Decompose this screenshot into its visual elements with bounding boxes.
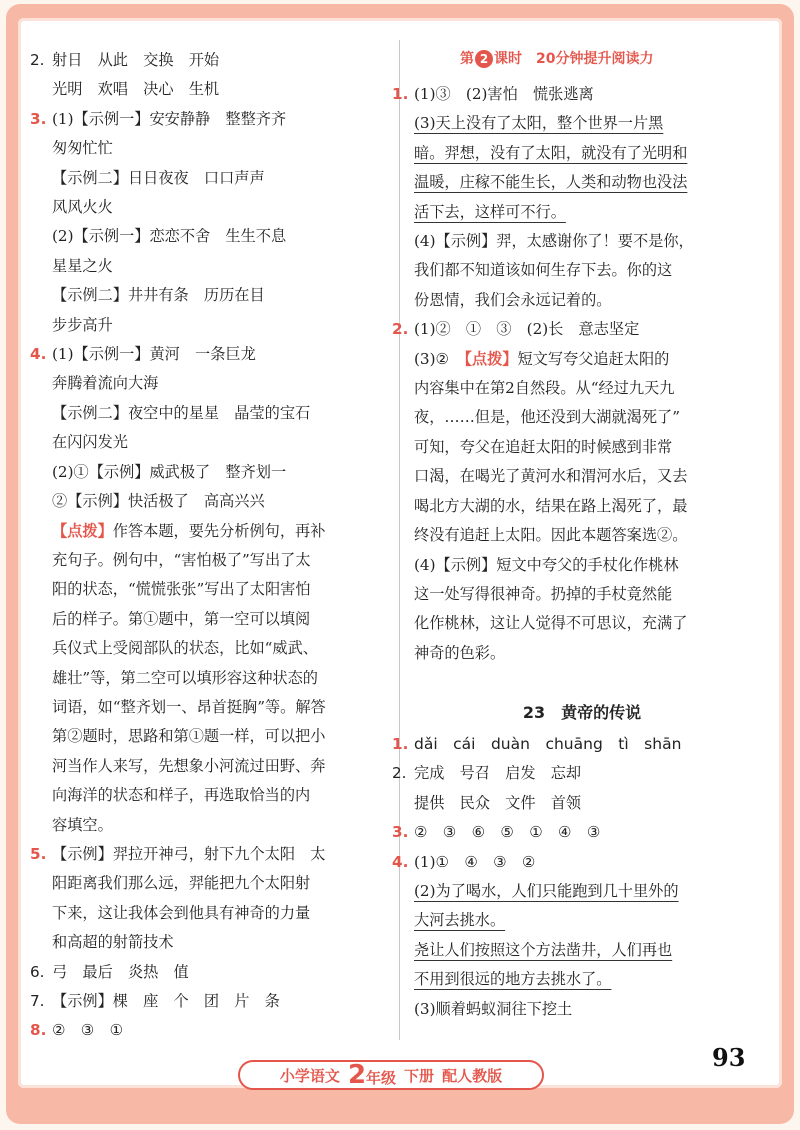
answer-text: 容填空。 xyxy=(52,815,113,834)
answer-text: 神奇的色彩。 xyxy=(414,643,506,662)
answer-line xyxy=(414,965,750,994)
answer-line xyxy=(52,781,390,810)
answer-text: (1)【示例一】黄河 一条巨龙 xyxy=(52,345,256,364)
answer-text: 向海洋的状态和样子，再选取恰当的内 xyxy=(52,786,311,805)
answer-text: 这一处写得很神奇。扔掉的手杖竟然能 xyxy=(414,584,673,603)
answer-text: 第②题时，思路和第①题一样，可以把小 xyxy=(52,727,326,746)
answer-line xyxy=(30,105,390,134)
answer-text: 弓 最后 炎热 值 xyxy=(52,962,189,981)
question-number: 1. xyxy=(392,735,409,753)
answer-line xyxy=(414,936,750,965)
chapter-number: 23 xyxy=(522,703,546,722)
answer-line xyxy=(52,546,390,575)
answer-text: 【示例二】夜空中的星星 晶莹的宝石 xyxy=(52,403,311,422)
answer-text: 口渴，在喝光了黄河水和渭河水后，又去 xyxy=(414,467,688,486)
answer-line xyxy=(414,462,750,491)
answer-text: 风风火火 xyxy=(52,198,113,217)
answer-text: 下来，这让我体会到他具有神奇的力量 xyxy=(52,903,311,922)
answer-text: 阳的状态，“慌慌张张”写出了太阳害怕 xyxy=(52,580,311,599)
answer-line xyxy=(414,345,750,374)
answer-line xyxy=(414,374,750,403)
answer-line xyxy=(414,551,750,580)
answer-line xyxy=(52,399,390,428)
answer-line xyxy=(52,575,390,604)
answer-line xyxy=(414,906,750,935)
answer-line xyxy=(414,521,750,550)
answer-text: 化作桃林，这让人觉得不可思议，充满了 xyxy=(414,614,688,633)
lesson-header xyxy=(460,48,653,68)
answer-text: (1)【示例一】安安静静 整整齐齐 xyxy=(52,109,287,128)
answer-line xyxy=(52,928,390,957)
hint-label: 【点拨】 xyxy=(464,349,518,368)
answer-line xyxy=(52,458,390,487)
question-number: 2. xyxy=(392,320,409,339)
answer-text: 河当作人来写，先想象小河流过田野、奔 xyxy=(52,756,326,775)
footer-grade-suffix: 年级 xyxy=(366,1069,397,1087)
footer-subject: 小学语文 xyxy=(279,1066,340,1085)
answer-line xyxy=(52,75,390,104)
answer-text: 后的样子。第①题中，第一空可以填阅 xyxy=(52,609,311,628)
answer-text: 【示例二】日日夜夜 口口声声 xyxy=(52,168,265,187)
underlined-answer-text: (3)天上没有了太阳，整个世界一片黑 xyxy=(414,114,664,133)
answer-line xyxy=(414,227,750,256)
answer-text: 作答本题，要先分析例句，再补 xyxy=(112,521,326,540)
answer-text: 雄壮”等，第二空可以填形容这种状态的 xyxy=(52,668,318,687)
answer-text: 匆匆忙忙 xyxy=(52,139,113,158)
answer-line xyxy=(414,256,750,285)
page-number: 93 xyxy=(712,1043,746,1072)
answer-line xyxy=(52,134,390,163)
answer-line xyxy=(52,222,390,251)
question-number: 3. xyxy=(30,109,47,128)
answer-line xyxy=(52,369,390,398)
answer-line xyxy=(414,995,750,1024)
answer-line xyxy=(52,281,390,310)
right-column xyxy=(392,80,750,668)
question-number: 4. xyxy=(392,852,409,871)
question-number: 8. xyxy=(30,1021,47,1040)
underlined-answer-text: 温暖，庄稼不能生长，人类和动物也没法 xyxy=(414,173,688,192)
answer-line xyxy=(30,340,390,369)
answer-text: (4)【示例】羿，太感谢你了！要不是你， xyxy=(414,232,694,251)
answer-line xyxy=(414,492,750,521)
underlined-answer-text: 活下去，这样可不行。 xyxy=(414,202,566,221)
question-number: 6. xyxy=(30,962,45,981)
answer-text: (3)顺着蚂蚁洞往下挖土 xyxy=(414,999,573,1018)
answer-text: ②【示例】快活极了 高高兴兴 xyxy=(52,492,265,511)
answer-line xyxy=(414,139,750,168)
answer-line xyxy=(30,1016,390,1045)
answer-text: 和高超的射箭技术 xyxy=(52,933,174,952)
answer-text: (2)①【示例】威武极了 整齐划一 xyxy=(52,462,287,481)
footer-badge xyxy=(238,1060,544,1090)
question-number: 1. xyxy=(392,85,409,103)
right-column-chapter-23 xyxy=(392,730,750,1024)
answer-text: 在闪闪发光 xyxy=(52,433,128,452)
answer-text: (1)③ (2)害怕 慌张逃离 xyxy=(414,85,594,103)
answer-line xyxy=(414,877,750,906)
answer-line xyxy=(52,869,390,898)
answer-text: 奔腾着流向大海 xyxy=(52,374,159,393)
answer-line xyxy=(30,840,390,869)
answer-line xyxy=(414,639,750,668)
answer-line xyxy=(52,899,390,928)
underlined-answer-text: 尧让人们按照这个方法凿井，人们再也 xyxy=(414,940,673,959)
question-number: 3. xyxy=(392,823,409,842)
answer-text: 词语，如“整齐划一、昂首挺胸”等。解答 xyxy=(52,697,326,716)
answer-text: 终没有追赶上太阳。因此本题答案选②。 xyxy=(414,526,688,545)
answer-line xyxy=(414,580,750,609)
chapter-title xyxy=(414,700,750,723)
answer-line xyxy=(52,752,390,781)
answer-line xyxy=(52,487,390,516)
pinyin-answer: dǎi cái duàn chuāng tì shān xyxy=(414,735,682,753)
answer-line xyxy=(30,987,390,1016)
lesson-header-prefix: 第 xyxy=(460,51,474,67)
underlined-answer-text: (2)为了喝水，人们只能跑到几十里外的 xyxy=(414,882,679,901)
lesson-number-badge: 2 xyxy=(475,50,493,68)
answer-line xyxy=(52,311,390,340)
answer-text: 夜，……但是，他还没到大湖就渴死了” xyxy=(414,408,680,427)
question-number: 4. xyxy=(30,345,47,364)
column-divider xyxy=(399,40,400,1040)
answer-line xyxy=(52,722,390,751)
answer-text: 步步高升 xyxy=(52,315,113,334)
answer-text: ② ③ ① xyxy=(52,1021,124,1040)
answer-line xyxy=(414,789,750,818)
answer-line xyxy=(414,609,750,638)
answer-line xyxy=(414,198,750,227)
chapter-name: 黄帝的传说 xyxy=(561,703,642,722)
answer-text: 短文写夸父追赶太阳的 xyxy=(517,349,670,368)
answer-line xyxy=(392,730,750,759)
answer-text: 可知，夸父在追赶太阳的时候感到非常 xyxy=(414,437,673,456)
answer-text: 光明 欢唱 决心 生机 xyxy=(52,80,220,99)
question-number: 5. xyxy=(30,844,47,863)
footer-volume: 下册 xyxy=(404,1066,435,1085)
answer-line xyxy=(52,164,390,193)
answer-text: 内容集中在第2自然段。从“经过九天九 xyxy=(414,379,675,398)
lesson-header-suffix: 课时 20分钟提升阅读力 xyxy=(494,51,654,67)
answer-text: 阳距离我们那么远，羿能把九个太阳射 xyxy=(52,874,311,893)
answer-text: 【示例】羿拉开神弓，射下九个太阳 太 xyxy=(52,844,326,863)
answer-line xyxy=(52,252,390,281)
answer-line xyxy=(414,109,750,138)
answer-line xyxy=(52,605,390,634)
answer-line xyxy=(52,693,390,722)
answer-line xyxy=(392,80,750,109)
answer-text: 我们都不知道该如何生存下去。你的这 xyxy=(414,261,673,280)
answer-text: 【示例】棵 座 个 团 片 条 xyxy=(52,992,280,1010)
left-column xyxy=(30,46,390,1046)
answer-text: 份恩情，我们会永远记着的。 xyxy=(414,290,612,309)
hint-label: 【点拨】 xyxy=(52,521,113,540)
answer-line xyxy=(392,315,750,344)
answer-text: 【示例二】井井有条 历历在目 xyxy=(52,286,265,305)
answer-line xyxy=(414,433,750,462)
answer-text: (3)② xyxy=(414,349,465,368)
answer-text: 充句子。例句中，“害怕极了”写出了太 xyxy=(52,550,311,569)
question-number: 2. xyxy=(392,764,407,783)
underlined-answer-text: 暗。羿想，没有了太阳，就没有了光明和 xyxy=(414,143,688,162)
answer-line xyxy=(52,634,390,663)
answer-text: 提供 民众 文件 首领 xyxy=(414,793,582,812)
answer-line xyxy=(30,958,390,987)
underlined-answer-text: 大河去挑水。 xyxy=(414,911,506,930)
answer-text: (2)【示例一】恋恋不舍 生生不息 xyxy=(52,227,287,246)
answer-text: 兵仪式上受阅部队的状态，比如“威武、 xyxy=(52,639,318,658)
answer-line xyxy=(392,818,750,847)
answer-line xyxy=(52,193,390,222)
answer-text: (4)【示例】短文中夸父的手杖化作桃林 xyxy=(414,555,679,574)
answer-line xyxy=(414,286,750,315)
answer-line xyxy=(414,403,750,432)
answer-text: 完成 号召 启发 忘却 xyxy=(414,764,582,783)
answer-line xyxy=(52,428,390,457)
question-number: 7. xyxy=(30,992,45,1010)
answer-line xyxy=(52,664,390,693)
answer-line xyxy=(392,848,750,877)
answer-line xyxy=(392,759,750,788)
underlined-answer-text: 不用到很远的地方去挑水了。 xyxy=(414,970,612,989)
answer-text: ② ③ ⑥ ⑤ ① ④ ③ xyxy=(414,823,601,842)
answer-text: 射日 从此 交换 开始 xyxy=(52,51,220,69)
footer-edition: 配人教版 xyxy=(442,1066,503,1085)
answer-text: 星星之火 xyxy=(52,256,113,275)
footer-grade-number: 2 xyxy=(347,1060,367,1090)
answer-text: (1)① ④ ③ ② xyxy=(414,852,536,871)
question-number: 2. xyxy=(30,51,45,69)
answer-line xyxy=(414,168,750,197)
answer-line xyxy=(30,46,390,75)
answer-line xyxy=(52,811,390,840)
answer-line xyxy=(52,517,390,546)
answer-text: (1)② ① ③ (2)长 意志坚定 xyxy=(414,320,640,339)
answer-text: 喝北方大湖的水，结果在路上渴死了，最 xyxy=(414,496,688,515)
